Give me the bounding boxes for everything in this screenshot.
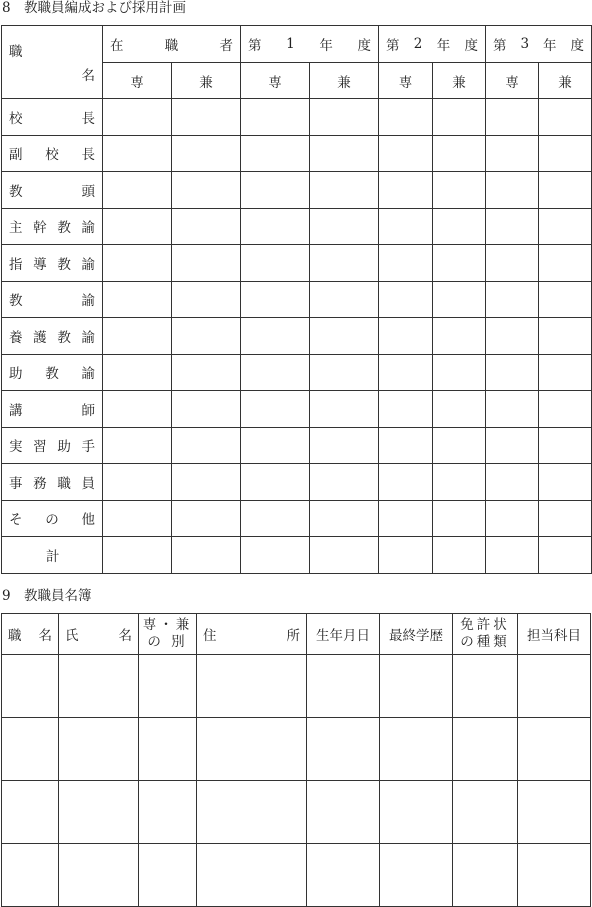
count-cell[interactable] bbox=[172, 318, 241, 355]
count-cell[interactable] bbox=[103, 208, 172, 245]
section-9-title bbox=[2, 588, 92, 604]
count-cell[interactable] bbox=[433, 318, 486, 355]
header-position-top: 職 bbox=[9, 44, 23, 60]
row-label-char: の bbox=[45, 512, 59, 529]
count-cell[interactable] bbox=[433, 99, 486, 136]
count-cell[interactable] bbox=[241, 99, 310, 136]
row-label-char: 職 bbox=[57, 475, 71, 492]
row-label-char: 長 bbox=[81, 147, 95, 164]
count-cell[interactable] bbox=[379, 318, 433, 355]
roster-cell[interactable] bbox=[2, 718, 59, 781]
header-text: 第 bbox=[386, 38, 400, 54]
row-label-char: 講 bbox=[9, 402, 23, 419]
table-row bbox=[2, 245, 592, 282]
header-text: の 別 bbox=[147, 634, 188, 650]
roster-cell[interactable] bbox=[59, 844, 139, 907]
count-cell[interactable] bbox=[172, 281, 241, 318]
count-cell[interactable] bbox=[241, 208, 310, 245]
count-cell[interactable] bbox=[379, 281, 433, 318]
row-label-char: 教 bbox=[57, 220, 71, 237]
header-text: 3 bbox=[520, 36, 530, 52]
roster-cell[interactable] bbox=[139, 655, 197, 718]
count-cell[interactable] bbox=[310, 354, 379, 391]
roster-cell[interactable] bbox=[518, 655, 591, 718]
table-row bbox=[2, 318, 592, 355]
header-text: 2 bbox=[413, 36, 423, 52]
count-cell[interactable] bbox=[433, 245, 486, 282]
count-cell[interactable] bbox=[172, 135, 241, 172]
count-cell[interactable] bbox=[172, 391, 241, 428]
count-cell[interactable] bbox=[103, 500, 172, 537]
row-label-char: 校 bbox=[45, 147, 59, 164]
row-label-char: 教 bbox=[57, 329, 71, 346]
count-cell[interactable] bbox=[539, 281, 592, 318]
table-row bbox=[2, 427, 592, 464]
header-text: 者 bbox=[219, 38, 233, 54]
count-cell[interactable] bbox=[433, 427, 486, 464]
header-text: 第 bbox=[493, 38, 507, 54]
count-cell[interactable] bbox=[539, 318, 592, 355]
count-cell[interactable] bbox=[310, 172, 379, 209]
count-cell[interactable] bbox=[486, 427, 539, 464]
count-cell[interactable] bbox=[486, 245, 539, 282]
total-cell[interactable] bbox=[241, 537, 310, 574]
roster-cell[interactable] bbox=[59, 718, 139, 781]
roster-cell[interactable] bbox=[307, 655, 380, 718]
header-address bbox=[197, 614, 307, 655]
count-cell[interactable] bbox=[310, 500, 379, 537]
count-cell[interactable] bbox=[433, 354, 486, 391]
header-group-year2 bbox=[379, 26, 486, 63]
section-8-number: 8 bbox=[2, 0, 11, 16]
header-text: 度 bbox=[357, 38, 371, 54]
row-label-char: 長 bbox=[81, 110, 95, 127]
subheader-fulltime: 専 bbox=[241, 63, 310, 99]
row-position-label bbox=[2, 208, 103, 245]
count-cell[interactable] bbox=[379, 172, 433, 209]
count-cell[interactable] bbox=[433, 208, 486, 245]
row-label-char: 助 bbox=[57, 439, 71, 456]
header-position bbox=[2, 614, 59, 655]
row-position-label bbox=[2, 245, 103, 282]
row-label-char: 諭 bbox=[81, 329, 95, 346]
row-position-label bbox=[2, 464, 103, 501]
count-cell[interactable] bbox=[486, 172, 539, 209]
header-birthdate: 生年月日 bbox=[307, 614, 380, 655]
count-cell[interactable] bbox=[379, 427, 433, 464]
row-label-char: 教 bbox=[9, 293, 23, 310]
count-cell[interactable] bbox=[172, 500, 241, 537]
count-cell[interactable] bbox=[310, 318, 379, 355]
count-cell[interactable] bbox=[486, 500, 539, 537]
count-cell[interactable] bbox=[539, 172, 592, 209]
count-cell[interactable] bbox=[539, 464, 592, 501]
count-cell[interactable] bbox=[241, 391, 310, 428]
count-cell[interactable] bbox=[379, 500, 433, 537]
roster-cell[interactable] bbox=[518, 844, 591, 907]
header-employment-type bbox=[139, 614, 197, 655]
roster-cell[interactable] bbox=[59, 781, 139, 844]
table-row bbox=[2, 281, 592, 318]
count-cell[interactable] bbox=[379, 208, 433, 245]
row-position-label bbox=[2, 500, 103, 537]
header-text: 第 bbox=[248, 38, 262, 54]
row-position-label bbox=[2, 354, 103, 391]
header-text: 住 bbox=[203, 628, 217, 644]
row-label-char: 員 bbox=[81, 475, 95, 492]
count-cell[interactable] bbox=[433, 500, 486, 537]
row-label-char: 習 bbox=[33, 439, 47, 456]
count-cell[interactable] bbox=[172, 464, 241, 501]
roster-cell[interactable] bbox=[139, 844, 197, 907]
header-text: 年 bbox=[319, 38, 333, 54]
count-cell[interactable] bbox=[241, 464, 310, 501]
count-cell[interactable] bbox=[486, 281, 539, 318]
count-cell[interactable] bbox=[172, 245, 241, 282]
subheader-parttime: 兼 bbox=[539, 63, 592, 99]
count-cell[interactable] bbox=[310, 391, 379, 428]
row-label-char: 諭 bbox=[81, 256, 95, 273]
roster-cell[interactable] bbox=[380, 844, 453, 907]
count-cell[interactable] bbox=[539, 99, 592, 136]
roster-cell[interactable] bbox=[2, 844, 59, 907]
count-cell[interactable] bbox=[433, 464, 486, 501]
roster-cell[interactable] bbox=[197, 718, 307, 781]
total-cell[interactable] bbox=[379, 537, 433, 574]
roster-cell[interactable] bbox=[197, 655, 307, 718]
count-cell[interactable] bbox=[539, 245, 592, 282]
total-row bbox=[2, 537, 592, 574]
row-position-label bbox=[2, 391, 103, 428]
roster-cell[interactable] bbox=[453, 718, 518, 781]
count-cell[interactable] bbox=[241, 354, 310, 391]
row-position-label bbox=[2, 172, 103, 209]
roster-cell[interactable] bbox=[2, 655, 59, 718]
count-cell[interactable] bbox=[379, 135, 433, 172]
row-position-label bbox=[2, 281, 103, 318]
total-cell[interactable] bbox=[433, 537, 486, 574]
subheader-fulltime: 専 bbox=[103, 63, 172, 99]
total-cell[interactable] bbox=[172, 537, 241, 574]
row-position-label bbox=[2, 99, 103, 136]
count-cell[interactable] bbox=[103, 172, 172, 209]
count-cell[interactable] bbox=[310, 245, 379, 282]
total-cell[interactable] bbox=[486, 537, 539, 574]
count-cell[interactable] bbox=[103, 135, 172, 172]
table-row bbox=[2, 135, 592, 172]
count-cell[interactable] bbox=[103, 464, 172, 501]
roster-cell[interactable] bbox=[2, 781, 59, 844]
roster-row bbox=[2, 844, 591, 907]
header-text: 1 bbox=[286, 36, 295, 52]
row-label-char: 校 bbox=[9, 110, 23, 127]
count-cell[interactable] bbox=[241, 427, 310, 464]
table-row bbox=[2, 172, 592, 209]
count-cell[interactable] bbox=[103, 99, 172, 136]
count-cell[interactable] bbox=[310, 135, 379, 172]
count-cell[interactable] bbox=[539, 500, 592, 537]
row-label-char: 務 bbox=[33, 475, 47, 492]
count-cell[interactable] bbox=[103, 245, 172, 282]
row-label-char: 頭 bbox=[81, 183, 95, 200]
header-text: 名 bbox=[38, 628, 52, 644]
table-row bbox=[2, 464, 592, 501]
row-position-label bbox=[2, 135, 103, 172]
count-cell[interactable] bbox=[310, 281, 379, 318]
roster-cell[interactable] bbox=[307, 718, 380, 781]
count-cell[interactable] bbox=[241, 500, 310, 537]
header-text: 職 bbox=[8, 628, 22, 644]
row-label-char: 副 bbox=[9, 147, 23, 164]
count-cell[interactable] bbox=[486, 135, 539, 172]
row-label-char: 教 bbox=[57, 256, 71, 273]
roster-row bbox=[2, 781, 591, 844]
roster-cell[interactable] bbox=[197, 844, 307, 907]
header-text: 名 bbox=[118, 628, 132, 644]
header-group-current bbox=[103, 26, 241, 63]
header-position-bottom: 名 bbox=[81, 68, 95, 84]
header-license bbox=[453, 614, 518, 655]
row-label-char: 助 bbox=[9, 366, 23, 383]
section-8-title bbox=[2, 0, 186, 16]
count-cell[interactable] bbox=[310, 208, 379, 245]
row-label-char: 指 bbox=[9, 256, 23, 273]
roster-cell[interactable] bbox=[197, 781, 307, 844]
header-text: 免許状 bbox=[460, 617, 510, 633]
roster-cell[interactable] bbox=[380, 781, 453, 844]
count-cell[interactable] bbox=[486, 99, 539, 136]
subheader-parttime: 兼 bbox=[433, 63, 486, 99]
row-label-char: 実 bbox=[9, 439, 23, 456]
roster-cell[interactable] bbox=[453, 655, 518, 718]
count-cell[interactable] bbox=[103, 427, 172, 464]
count-cell[interactable] bbox=[310, 427, 379, 464]
count-cell[interactable] bbox=[433, 172, 486, 209]
header-text: 専・兼 bbox=[142, 617, 193, 633]
subheader-fulltime: 専 bbox=[379, 63, 433, 99]
count-cell[interactable] bbox=[241, 281, 310, 318]
row-position-label bbox=[2, 318, 103, 355]
row-label-char: そ bbox=[9, 512, 23, 529]
count-cell[interactable] bbox=[103, 354, 172, 391]
row-label-char: 諭 bbox=[81, 366, 95, 383]
row-position-label bbox=[2, 427, 103, 464]
roster-cell[interactable] bbox=[453, 781, 518, 844]
table-row bbox=[2, 391, 592, 428]
count-cell[interactable] bbox=[486, 318, 539, 355]
staff-roster-table bbox=[1, 613, 591, 907]
roster-cell[interactable] bbox=[307, 844, 380, 907]
count-cell[interactable] bbox=[172, 427, 241, 464]
subheader-parttime: 兼 bbox=[172, 63, 241, 99]
header-text: 職 bbox=[164, 38, 179, 54]
count-cell[interactable] bbox=[539, 427, 592, 464]
subheader-parttime: 兼 bbox=[310, 63, 379, 99]
count-cell[interactable] bbox=[241, 318, 310, 355]
row-label-char: 他 bbox=[81, 512, 95, 529]
count-cell[interactable] bbox=[379, 464, 433, 501]
total-cell[interactable] bbox=[103, 537, 172, 574]
row-label-char: 幹 bbox=[33, 220, 47, 237]
header-education: 最終学歴 bbox=[380, 614, 453, 655]
count-cell[interactable] bbox=[539, 208, 592, 245]
header-text: 年 bbox=[543, 38, 557, 54]
roster-cell[interactable] bbox=[380, 655, 453, 718]
count-cell[interactable] bbox=[379, 245, 433, 282]
row-label-char: 護 bbox=[33, 329, 47, 346]
total-label: 計 bbox=[2, 537, 103, 574]
header-text: 年 bbox=[436, 38, 451, 54]
header-text: 氏 bbox=[65, 628, 79, 644]
header-text: の種類 bbox=[460, 634, 510, 650]
row-label-char: 事 bbox=[9, 475, 23, 492]
header-subject: 担当科目 bbox=[518, 614, 591, 655]
count-cell[interactable] bbox=[486, 208, 539, 245]
row-label-char: 導 bbox=[33, 256, 47, 273]
header-name bbox=[59, 614, 139, 655]
roster-row bbox=[2, 718, 591, 781]
count-cell[interactable] bbox=[172, 208, 241, 245]
count-cell[interactable] bbox=[241, 172, 310, 209]
count-cell[interactable] bbox=[486, 464, 539, 501]
count-cell[interactable] bbox=[379, 354, 433, 391]
count-cell[interactable] bbox=[539, 135, 592, 172]
roster-cell[interactable] bbox=[518, 781, 591, 844]
row-label-char: 主 bbox=[9, 220, 23, 237]
count-cell[interactable] bbox=[103, 318, 172, 355]
section-8-title-text: 教職員編成および採用計画 bbox=[24, 0, 186, 16]
table-row bbox=[2, 500, 592, 537]
header-group-year3 bbox=[486, 26, 592, 63]
row-label-char: 教 bbox=[45, 366, 59, 383]
header-group-year1 bbox=[241, 26, 379, 63]
total-cell[interactable] bbox=[539, 537, 592, 574]
header-text: 所 bbox=[286, 628, 300, 644]
table-row bbox=[2, 208, 592, 245]
count-cell[interactable] bbox=[310, 464, 379, 501]
roster-cell[interactable] bbox=[59, 655, 139, 718]
count-cell[interactable] bbox=[433, 135, 486, 172]
table-row bbox=[2, 99, 592, 136]
count-cell[interactable] bbox=[433, 391, 486, 428]
header-position bbox=[2, 26, 103, 99]
total-cell[interactable] bbox=[310, 537, 379, 574]
row-label-char: 諭 bbox=[81, 293, 95, 310]
count-cell[interactable] bbox=[103, 391, 172, 428]
row-label-char: 諭 bbox=[81, 220, 95, 237]
roster-cell[interactable] bbox=[139, 781, 197, 844]
count-cell[interactable] bbox=[539, 354, 592, 391]
row-label-char: 養 bbox=[9, 329, 23, 346]
section-9-number: 9 bbox=[2, 588, 11, 604]
roster-row bbox=[2, 655, 591, 718]
roster-cell[interactable] bbox=[307, 781, 380, 844]
roster-cell[interactable] bbox=[453, 844, 518, 907]
header-text: 在 bbox=[110, 38, 124, 54]
subheader-fulltime: 専 bbox=[486, 63, 539, 99]
count-cell[interactable] bbox=[103, 281, 172, 318]
roster-cell[interactable] bbox=[380, 718, 453, 781]
row-label-char: 手 bbox=[81, 439, 95, 456]
count-cell[interactable] bbox=[172, 172, 241, 209]
count-cell[interactable] bbox=[172, 99, 241, 136]
table-row bbox=[2, 354, 592, 391]
count-cell[interactable] bbox=[172, 354, 241, 391]
count-cell[interactable] bbox=[486, 354, 539, 391]
count-cell[interactable] bbox=[310, 99, 379, 136]
count-cell[interactable] bbox=[539, 391, 592, 428]
header-text: 度 bbox=[464, 38, 478, 54]
row-label-char: 教 bbox=[9, 183, 23, 200]
count-cell[interactable] bbox=[486, 391, 539, 428]
section-9-title-text: 教職員名簿 bbox=[24, 588, 92, 604]
roster-cell[interactable] bbox=[139, 718, 197, 781]
count-cell[interactable] bbox=[241, 245, 310, 282]
count-cell[interactable] bbox=[379, 391, 433, 428]
count-cell[interactable] bbox=[241, 135, 310, 172]
header-text: 度 bbox=[570, 38, 584, 54]
count-cell[interactable] bbox=[433, 281, 486, 318]
row-label-char: 師 bbox=[81, 402, 95, 419]
roster-cell[interactable] bbox=[518, 718, 591, 781]
staff-plan-table bbox=[1, 25, 592, 574]
count-cell[interactable] bbox=[379, 99, 433, 136]
